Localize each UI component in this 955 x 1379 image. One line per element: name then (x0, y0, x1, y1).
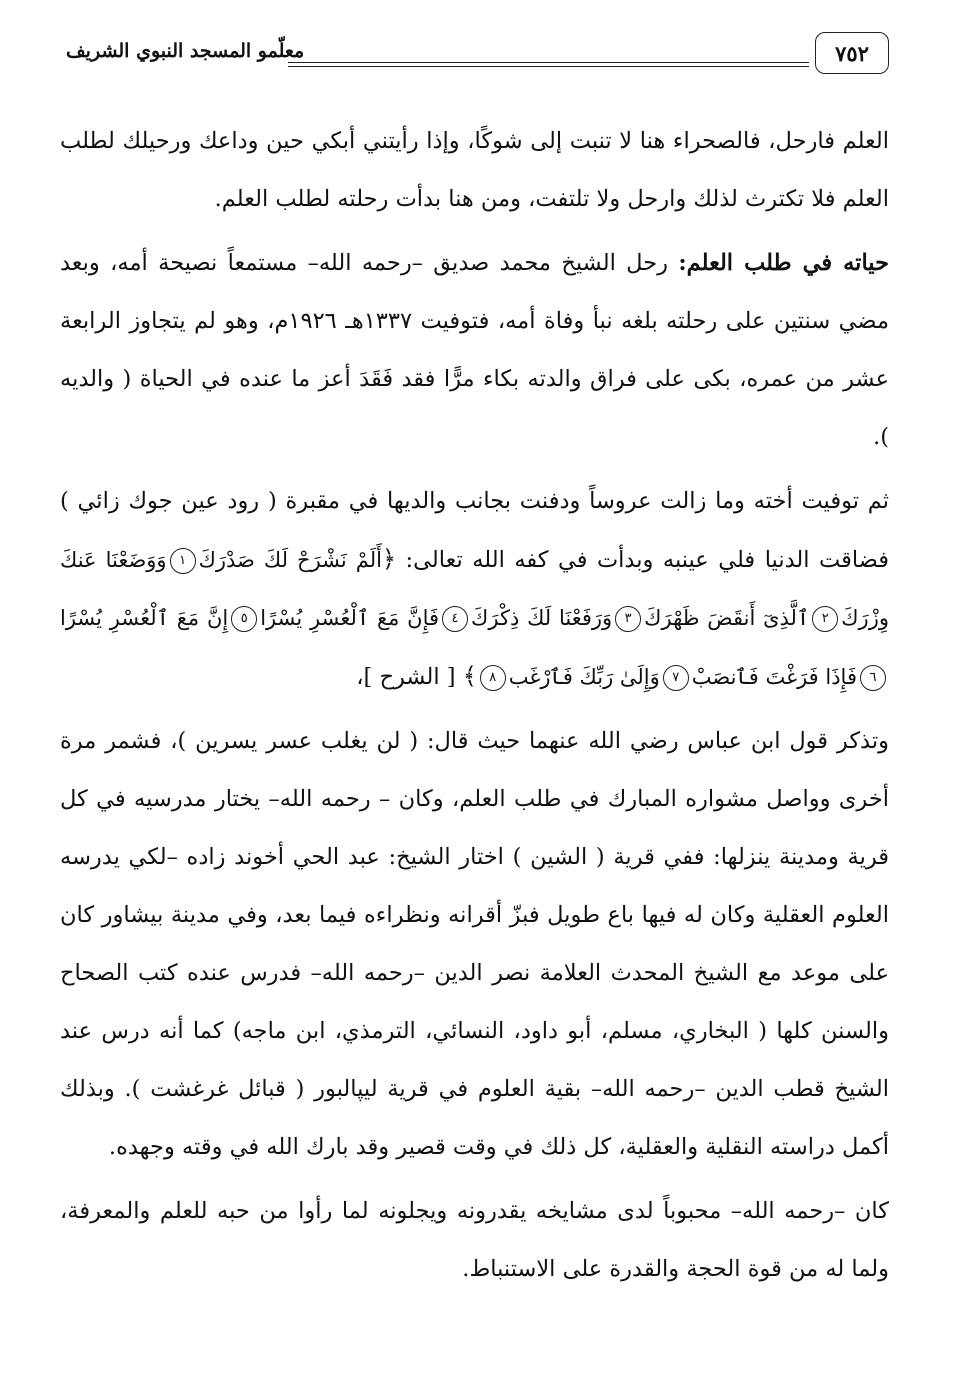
verse-text: فَإِنَّ مَعَ ٱلْعُسْرِ يُسْرًا (260, 606, 440, 630)
quran-paragraph (60, 472, 889, 706)
verse-number-marker: ٤ (442, 606, 468, 632)
verse-number-marker: ٧ (663, 665, 689, 691)
verse-number-marker: ١ (170, 548, 196, 574)
header-rule (288, 62, 809, 63)
verse-number-marker: ٥ (231, 606, 257, 632)
page-body (60, 112, 889, 1304)
verse-text: فَإِذَا فَرَغْتَ فَٱنصَبْ (691, 665, 857, 689)
paragraph-text: ثم توفيت أخته وما زالت عروساً ودفنت بجانب والديها في مقبرة ( رود عين جوك زائي ) فضاقت الدنيا فلي عينبه وبدأت في كفه الله تعالى: (60, 488, 889, 573)
verse-text: وَرَفَعْنَا لَكَ ذِكْرَكَ (471, 606, 613, 630)
verse-text: إِنَّ مَعَ ٱلْعُسْرِ يُسْرًا (60, 606, 229, 630)
quran-open-bracket: ﴿ (381, 545, 397, 573)
section-heading: حياته في طلب العلم: (678, 250, 889, 276)
page-number: ٧٥٢ (815, 32, 889, 74)
paragraph (60, 234, 889, 466)
paragraph-text: رحل الشيخ محمد صديق –رحمه الله– مستمعاً نصيحة أمه، وبعد مضي سنتين على رحلته بلغه نبأ وفاة أمه، فتوفيت ١٣٣٧هـ ١٩٢٦م، وهو لم يتجاوز الرابعة عشر من عمره، بكى على فراق والدته بكاء مرًّا فقد فَقَدَ أعز ما عنده في الحياة ( والديه ). (60, 250, 889, 450)
verse-text: وَإِلَىٰ رَبِّكَ فَٱرْغَب (508, 665, 660, 689)
paragraph: العلم فارحل، فالصحراء هنا لا تنبت إلى شوكًا، وإذا رأيتني أبكي حين وداعك ورحيلك لطلب العلم فلا تكترث لذلك وارحل ولا تلتفت، ومن هنا بدأت رحلته لطلب العلم. (60, 128, 889, 212)
paragraph: وتذكر قول ابن عباس رضي الله عنهما حيث قال: ( لن يغلب عسر يسرين )، فشمر مرة أخرى وواصل مشواره المبارك في طلب العلم، وكان – رحمه الله– يختار مدرسيه في كل قرية ومدينة ينزلها: ففي قرية ( الشين ) اختار الشيخ: عبد الحي أخوند زاده –لكي يدرسه العلوم العقلية وكان له فيها باع طويل فبزّ أقرانه ونظراءه فيما بعد، وفي مدينة بيشاور كان على موعد مع الشيخ المحدث العلامة نصر الدين –رحمه الله– فدرس عنده كتب الصحاح والسنن كلها ( البخاري، مسلم، أبو داود، النسائي، الترمذي، ابن ماجه) كما أنه درس عند الشيخ قطب الدين –رحمه الله– بقية العلوم في قرية ليپالبور ( قبائل غرغشت ). وبذلك أكمل دراسته النقلية والعقلية، كل ذلك في وقت قصير وقد بارك الله في وقته وجهده. (60, 728, 889, 1160)
verse-text: أَلَمْ نَشْرَحْ لَكَ صَدْرَكَ (198, 548, 382, 572)
running-title: معلّمو المسجد النبوي الشريف (66, 40, 305, 62)
page-header (66, 28, 889, 76)
verse-number-marker: ٢ (812, 606, 838, 632)
paragraph: كان –رحمه الله– محبوباً لدى مشايخه يقدرونه ويجلونه لما رأوا من حبه للعلم والمعرفة، ولما له من قوة الحجة والقدرة على الاستنباط. (60, 1198, 889, 1282)
surah-reference: [ الشرح ]، (356, 664, 463, 690)
quran-close-bracket: ﴾ (462, 662, 477, 690)
verse-text: وَوَضَعْنَا عَنكَ وِزْرَكَ (60, 548, 889, 630)
verse-number-marker: ٣ (615, 606, 641, 632)
verse-number-marker: ٨ (480, 665, 506, 691)
verse-text: ٱلَّذِىٓ أَنقَضَ ظَهْرَكَ (644, 606, 810, 630)
verse-number-marker: ٦ (860, 665, 886, 691)
